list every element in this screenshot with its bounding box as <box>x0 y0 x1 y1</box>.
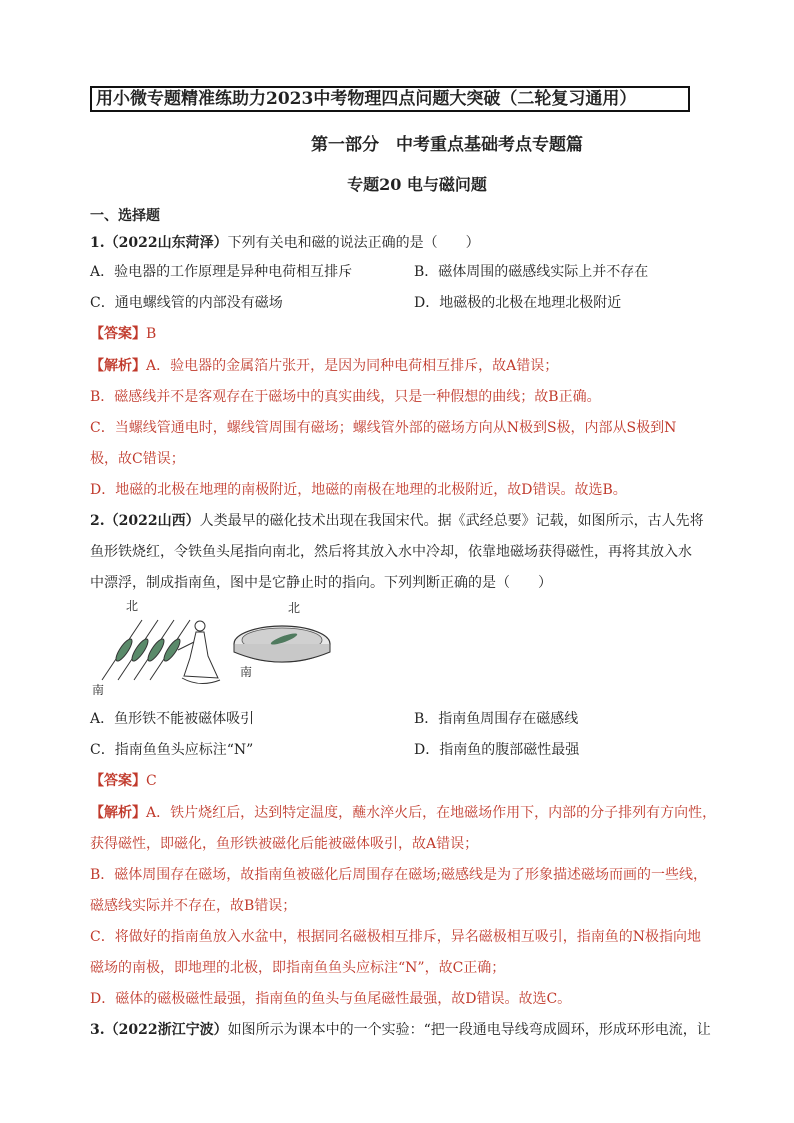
q2-exp-text-1: A．铁片烧红后，达到特定温度，蘸水淬火后，在地磁场作用下，内部的分子排列有方向性， <box>146 805 717 821</box>
q1-explanation-1 <box>90 355 558 375</box>
fig-label-north-2: 北 <box>288 601 301 615</box>
q2-explanation-7: D．磁体的磁极磁性最强，指南鱼的鱼头与鱼尾磁性最强，故D错误。故选C。 <box>90 991 572 1007</box>
q2-option-c: C．指南鱼鱼头应标注“N” <box>90 742 254 758</box>
q1-answer <box>90 323 156 343</box>
q1-explanation-4: 极，故C错误； <box>90 451 185 467</box>
q2-explanation-6: 磁场的南极，即地理的北极，即指南鱼鱼头应标注“N”，故C正确； <box>90 960 506 976</box>
q2-answer-label: 【答案】 <box>90 773 146 789</box>
fig-label-south-2: 南 <box>240 665 253 679</box>
fig-label-north-1: 北 <box>126 599 139 613</box>
q2-option-b: B．指南鱼周围存在磁感线 <box>414 711 579 727</box>
q2-answer-value: C <box>146 773 157 789</box>
series-banner: 用小微专题精准练助力2023中考物理四点问题大突破（二轮复习通用） <box>90 86 690 112</box>
section-heading: 一、选择题 <box>90 208 160 224</box>
q3-stem-text-1: 如图所示为课本中的一个实验：“把一段通电导线弯成圆环，形成环形电流，让 <box>227 1022 711 1038</box>
compass-fish-figure <box>90 598 340 698</box>
q2-explanation-1 <box>90 802 716 822</box>
q3-stem-1 <box>90 1019 711 1039</box>
q2-stem-1 <box>90 510 704 530</box>
q2-option-d: D．指南鱼的腹部磁性最强 <box>414 742 580 758</box>
q1-explanation-2: B．磁感线并不是客观存在于磁场中的真实曲线，只是一种假想的曲线；故B正确。 <box>90 389 601 405</box>
q1-option-c: C．通电螺线管的内部没有磁场 <box>90 295 283 311</box>
q1-option-a: A．验电器的工作原理是异种电荷相互排斥 <box>90 264 353 280</box>
q2-answer <box>90 770 157 790</box>
q2-exp-label: 【解析】 <box>90 805 146 821</box>
q1-stem <box>90 232 480 252</box>
q1-explanation-5: D．地磁的北极在地理的南极附近，地磁的南极在地理的北极附近，故D错误。故选B。 <box>90 482 627 498</box>
q2-stem-2: 鱼形铁烧红，令铁鱼头尾指向南北，然后将其放入水中冷却，依靠地磁场获得磁性，再将其放入水 <box>90 544 692 560</box>
q2-explanation-4: 磁感线实际并不存在，故B错误； <box>90 898 297 914</box>
q2-stem-text-1: 人类最早的磁化技术出现在我国宋代。据《武经总要》记载，如图所示，古人先将 <box>199 513 704 529</box>
q2-source: 2.（2022山西） <box>90 513 200 529</box>
q1-source: 1.（2022山东菏泽） <box>90 235 228 251</box>
q2-option-a: A．鱼形铁不能被磁体吸引 <box>90 711 255 727</box>
part-heading: 第一部分 中考重点基础考点专题篇 <box>311 135 583 155</box>
q1-stem-text: 下列有关电和磁的说法正确的是（ ） <box>227 235 480 251</box>
ancient-figure-illustration <box>178 621 220 684</box>
q2-explanation-3: B．磁体周围存在磁场，故指南鱼被磁化后周围存在磁场;磁感线是为了形象描述磁场而画的一些线， <box>90 867 708 883</box>
q3-source: 3.（2022浙江宁波） <box>90 1022 228 1038</box>
fish-rows-illustration <box>102 620 190 680</box>
q1-exp-label: 【解析】 <box>90 358 146 374</box>
q2-stem-3: 中漂浮，制成指南鱼，图中是它静止时的指向。下列判断正确的是（ ） <box>90 575 552 591</box>
topic-heading: 专题20 电与磁问题 <box>347 175 487 194</box>
q1-explanation-3: C．当螺线管通电时，螺线管周围有磁场；螺线管外部的磁场方向从N极到S极，内部从S极到N <box>90 420 677 436</box>
q1-option-d: D．地磁极的北极在地理北极附近 <box>414 295 622 311</box>
q1-answer-label: 【答案】 <box>90 326 146 342</box>
q2-explanation-2: 获得磁性，即磁化，鱼形铁被磁化后能被磁体吸引，故A错误； <box>90 836 479 852</box>
q1-answer-value: B <box>146 326 157 342</box>
q1-exp-text-1: A．验电器的金属箔片张开，是因为同种电荷相互排斥，故A错误； <box>146 358 559 374</box>
q1-option-b: B．磁体周围的磁感线实际上并不存在 <box>414 264 649 280</box>
fig-label-south-1: 南 <box>92 683 105 697</box>
water-basin-illustration <box>234 626 330 662</box>
q2-explanation-5: C．将做好的指南鱼放入水盆中，根据同名磁极相互排斥，异名磁极相互吸引，指南鱼的N极指向地 <box>90 929 701 945</box>
